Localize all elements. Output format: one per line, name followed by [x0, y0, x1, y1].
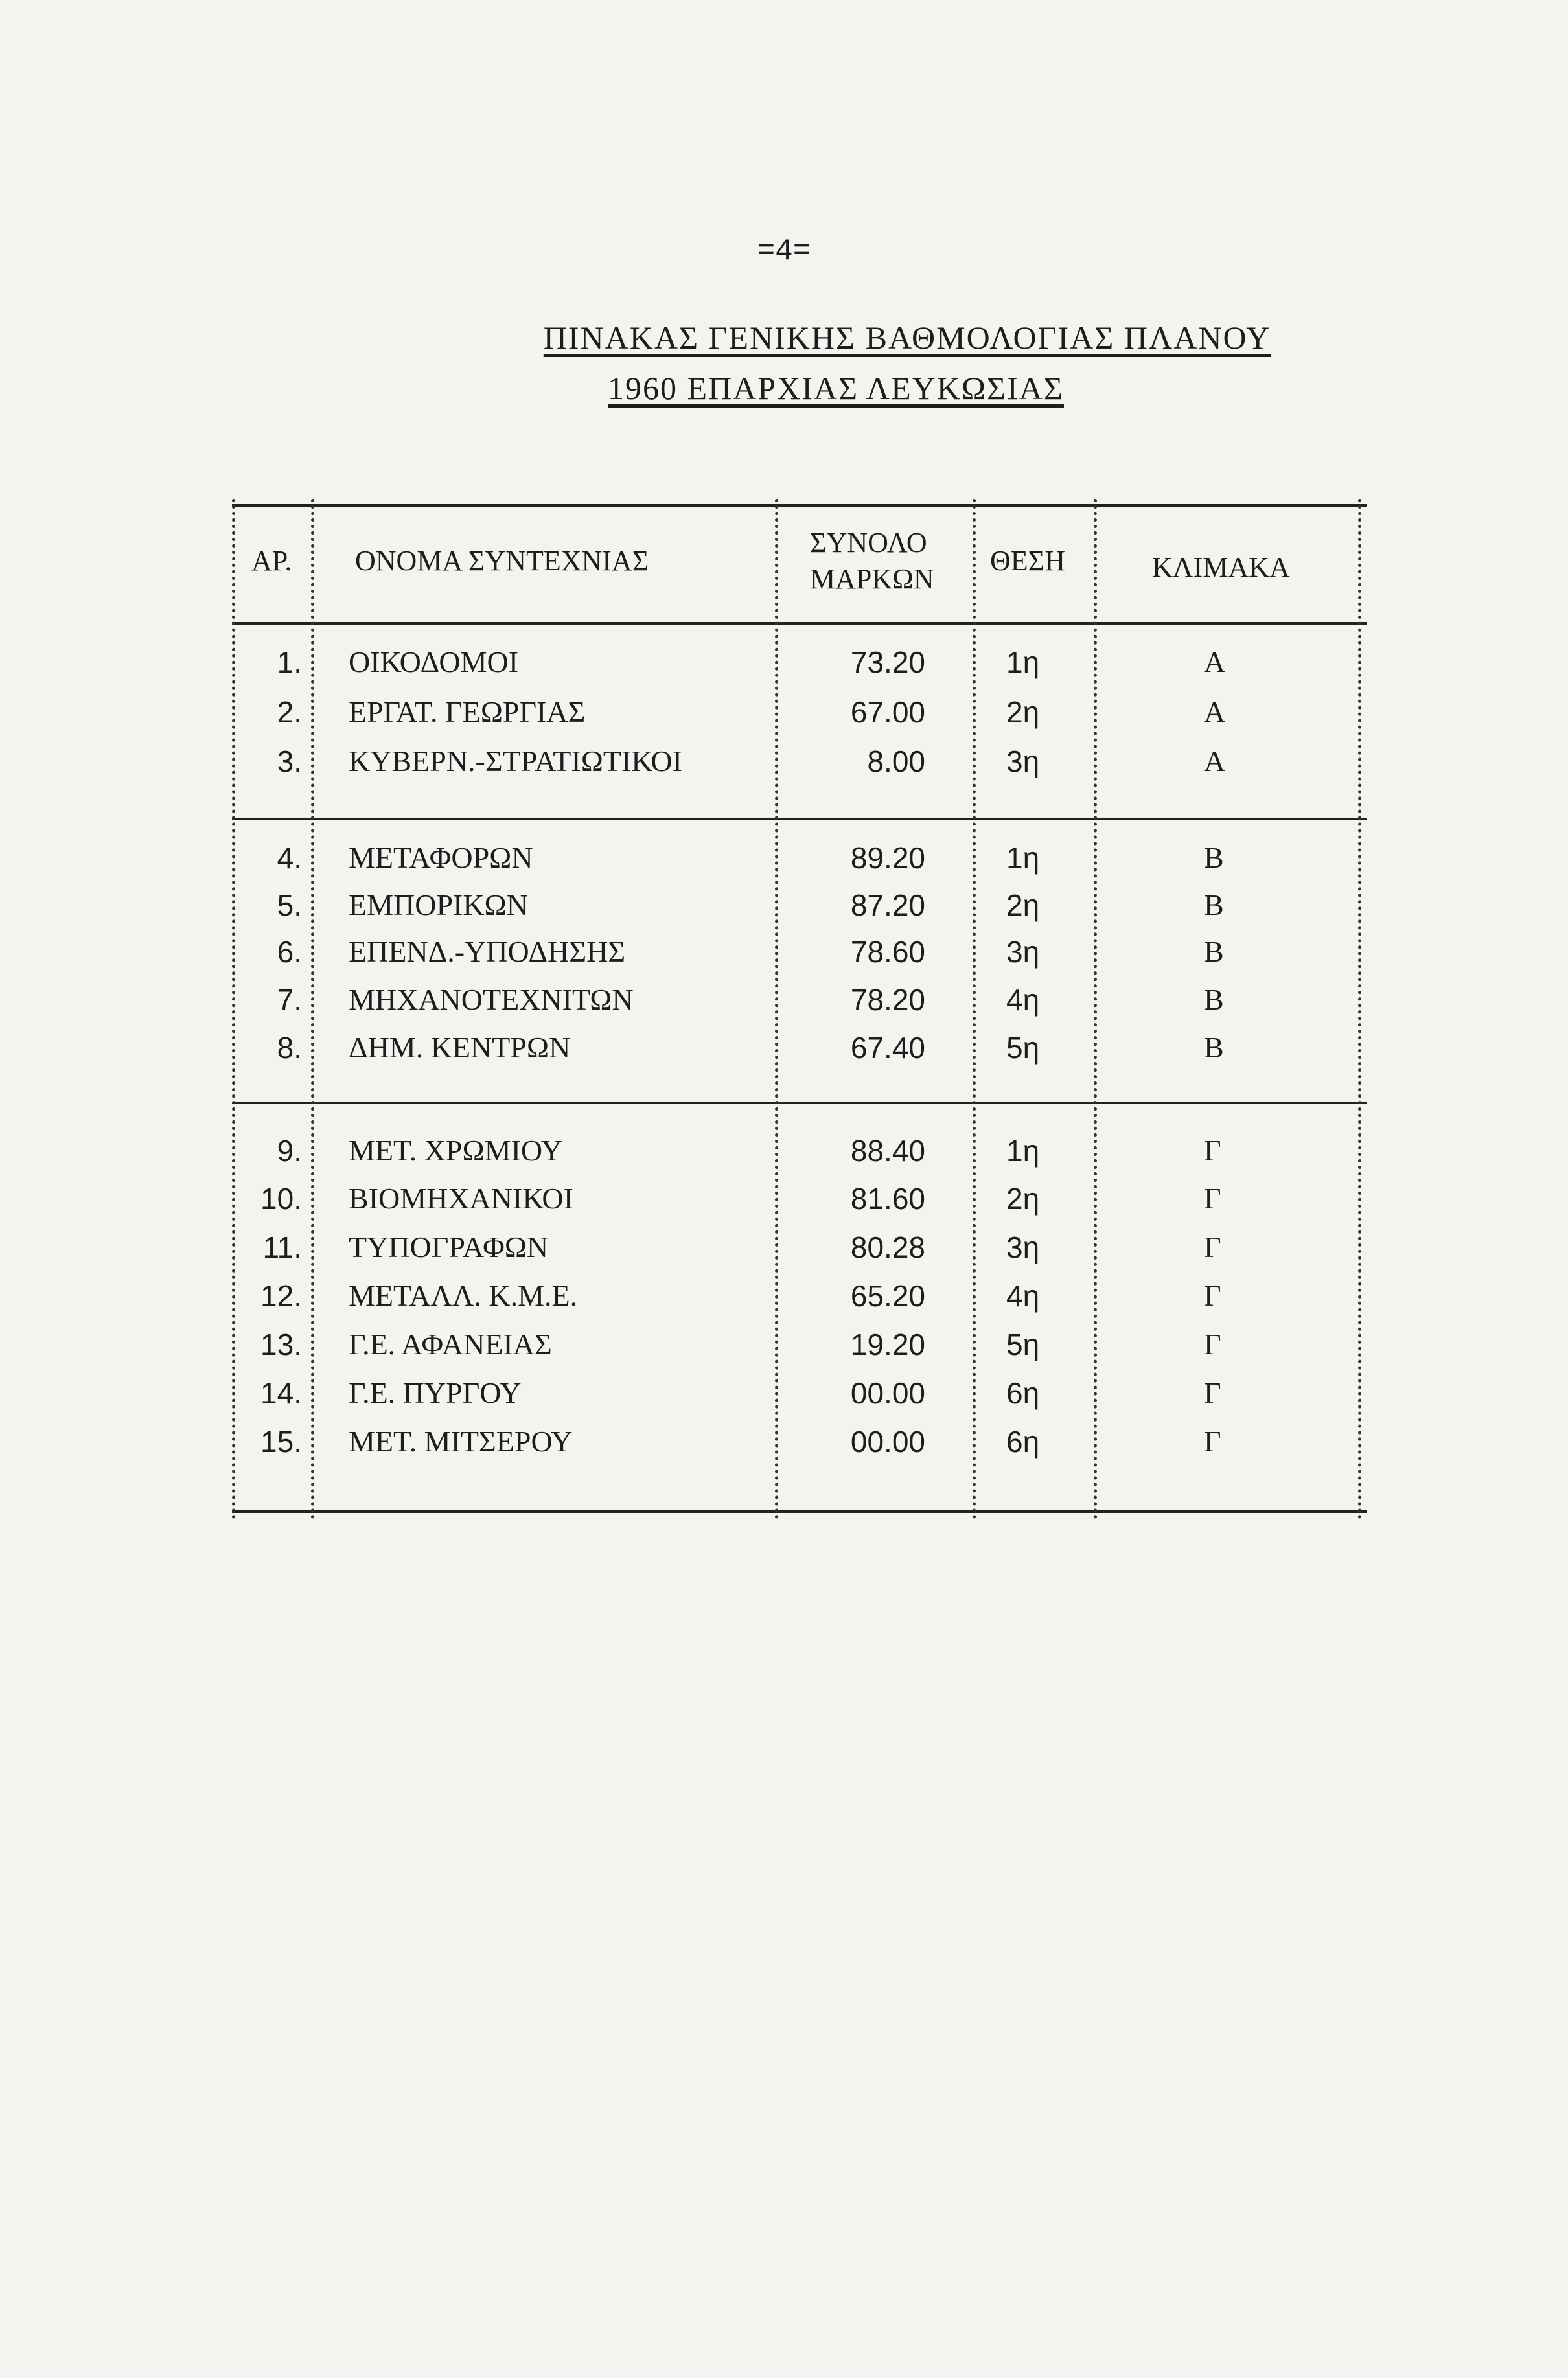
row-name: ΕΜΠΟΡΙΚΩΝ [349, 888, 528, 921]
row-number: 2. [277, 695, 302, 729]
row-grade: Β [1204, 888, 1224, 921]
row-name: ΤΥΠΟΓΡΑΦΩΝ [349, 1230, 549, 1264]
row-number: 6. [277, 935, 302, 969]
col-sep-1 [311, 499, 314, 1519]
row-name: ΔΗΜ. ΚΕΝΤΡΩΝ [349, 1031, 571, 1064]
row-name: Γ.Ε. ΑΦΑΝΕΙΑΣ [349, 1328, 552, 1361]
table-top-rule [232, 504, 1367, 507]
row-total: 19.20 [850, 1328, 925, 1361]
col-sep-2 [775, 499, 778, 1519]
row-grade: Β [1204, 1031, 1224, 1064]
header-rule [232, 622, 1367, 625]
row-rank: 2η [1006, 888, 1040, 922]
document-subtitle: 1960 ΕΠΑΡΧΙΑΣ ΛΕΥΚΩΣΙΑΣ [608, 370, 1064, 406]
row-grade: Α [1204, 745, 1226, 778]
row-grade: Γ [1204, 1328, 1221, 1361]
row-name: ΕΠΕΝΔ.-ΥΠΟΔΗΣΗΣ [349, 935, 626, 968]
row-number: 4. [277, 841, 302, 875]
row-rank: 2η [1006, 1182, 1040, 1216]
row-number: 5. [277, 888, 302, 922]
row-number: 11. [262, 1230, 302, 1264]
header-total-line2: ΜΑΡΚΩΝ [810, 563, 934, 595]
row-rank: 6η [1006, 1376, 1040, 1410]
row-rank: 4η [1006, 1279, 1040, 1313]
row-total: 67.00 [850, 695, 925, 729]
row-number: 10. [260, 1182, 302, 1216]
row-rank: 5η [1006, 1328, 1040, 1361]
row-rank: 3η [1006, 1230, 1040, 1264]
row-number: 9. [277, 1134, 302, 1168]
header-no: ΑΡ. [251, 545, 292, 577]
header-rank: ΘΕΣΗ [990, 545, 1066, 577]
row-name: ΚΥΒΕΡΝ.-ΣΤΡΑΤΙΩΤΙΚΟΙ [349, 745, 682, 778]
group-rule-a [232, 818, 1367, 820]
row-grade: Α [1204, 695, 1226, 728]
row-rank: 3η [1006, 935, 1040, 969]
row-rank: 5η [1006, 1031, 1040, 1065]
row-rank: 2η [1006, 695, 1040, 729]
row-rank: 4η [1006, 983, 1040, 1017]
row-total: 73.20 [850, 645, 925, 679]
row-total: 65.20 [850, 1279, 925, 1313]
row-total: 81.60 [850, 1182, 925, 1216]
row-total: 78.20 [850, 983, 925, 1017]
row-total: 88.40 [850, 1134, 925, 1168]
row-grade: Γ [1204, 1279, 1221, 1312]
row-total: 00.00 [850, 1425, 925, 1459]
col-sep-0 [232, 499, 235, 1519]
row-total: 00.00 [850, 1376, 925, 1410]
row-grade: Β [1204, 935, 1224, 968]
row-number: 7. [277, 983, 302, 1017]
row-grade: Α [1204, 645, 1226, 678]
row-number: 3. [277, 745, 302, 778]
row-number: 1. [277, 645, 302, 679]
row-total: 78.60 [850, 935, 925, 969]
row-name: ΜΕΤΑΛΛ. Κ.Μ.Ε. [349, 1279, 578, 1312]
row-rank: 1η [1006, 1134, 1040, 1168]
header-grade: ΚΛΙΜΑΚΑ [1152, 551, 1290, 583]
row-total: 80.28 [850, 1230, 925, 1264]
table-bottom-rule [232, 1510, 1367, 1513]
row-total: 8.00 [867, 745, 925, 778]
row-name: ΒΙΟΜΗΧΑΝΙΚΟΙ [349, 1182, 573, 1215]
row-total: 89.20 [850, 841, 925, 875]
row-grade: Γ [1204, 1376, 1221, 1409]
row-rank: 6η [1006, 1425, 1040, 1459]
row-number: 15. [260, 1425, 302, 1459]
row-name: ΜΕΤ. ΧΡΩΜΙΟΥ [349, 1134, 563, 1167]
page-number: =4= [757, 235, 811, 268]
header-name: ΟΝΟΜΑ ΣΥΝΤΕΧΝΙΑΣ [355, 545, 649, 577]
row-total: 67.40 [850, 1031, 925, 1065]
row-number: 8. [277, 1031, 302, 1065]
row-number: 12. [260, 1279, 302, 1313]
ranking-table [232, 499, 1367, 1519]
row-grade: Β [1204, 983, 1224, 1016]
row-name: ΜΗΧΑΝΟΤΕΧΝΙΤΩΝ [349, 983, 634, 1016]
row-name: ΕΡΓΑΤ. ΓΕΩΡΓΙΑΣ [349, 695, 586, 728]
row-name: ΜΕΤΑΦΟΡΩΝ [349, 841, 533, 874]
row-rank: 1η [1006, 841, 1040, 875]
row-number: 13. [260, 1328, 302, 1361]
row-grade: Β [1204, 841, 1224, 874]
col-sep-4 [1094, 499, 1097, 1519]
row-number: 14. [260, 1376, 302, 1410]
col-sep-5 [1358, 499, 1361, 1519]
row-grade: Γ [1204, 1425, 1221, 1458]
group-rule-b [232, 1102, 1367, 1104]
row-grade: Γ [1204, 1182, 1221, 1215]
row-name: ΜΕΤ. ΜΙΤΣΕΡΟΥ [349, 1425, 573, 1458]
row-rank: 1η [1006, 645, 1040, 679]
row-name: ΟΙΚΟΔΟΜΟΙ [349, 645, 519, 678]
row-total: 87.20 [850, 888, 925, 922]
document-title: ΠΙΝΑΚΑΣ ΓΕΝΙΚΗΣ ΒΑΘΜΟΛΟΓΙΑΣ ΠΛΑΝΟΥ [543, 319, 1271, 356]
row-grade: Γ [1204, 1230, 1221, 1264]
row-rank: 3η [1006, 745, 1040, 778]
row-name: Γ.Ε. ΠΥΡΓΟΥ [349, 1376, 522, 1409]
header-total-line1: ΣΥΝΟΛΟ [810, 527, 927, 559]
row-grade: Γ [1204, 1134, 1221, 1167]
col-sep-3 [973, 499, 976, 1519]
